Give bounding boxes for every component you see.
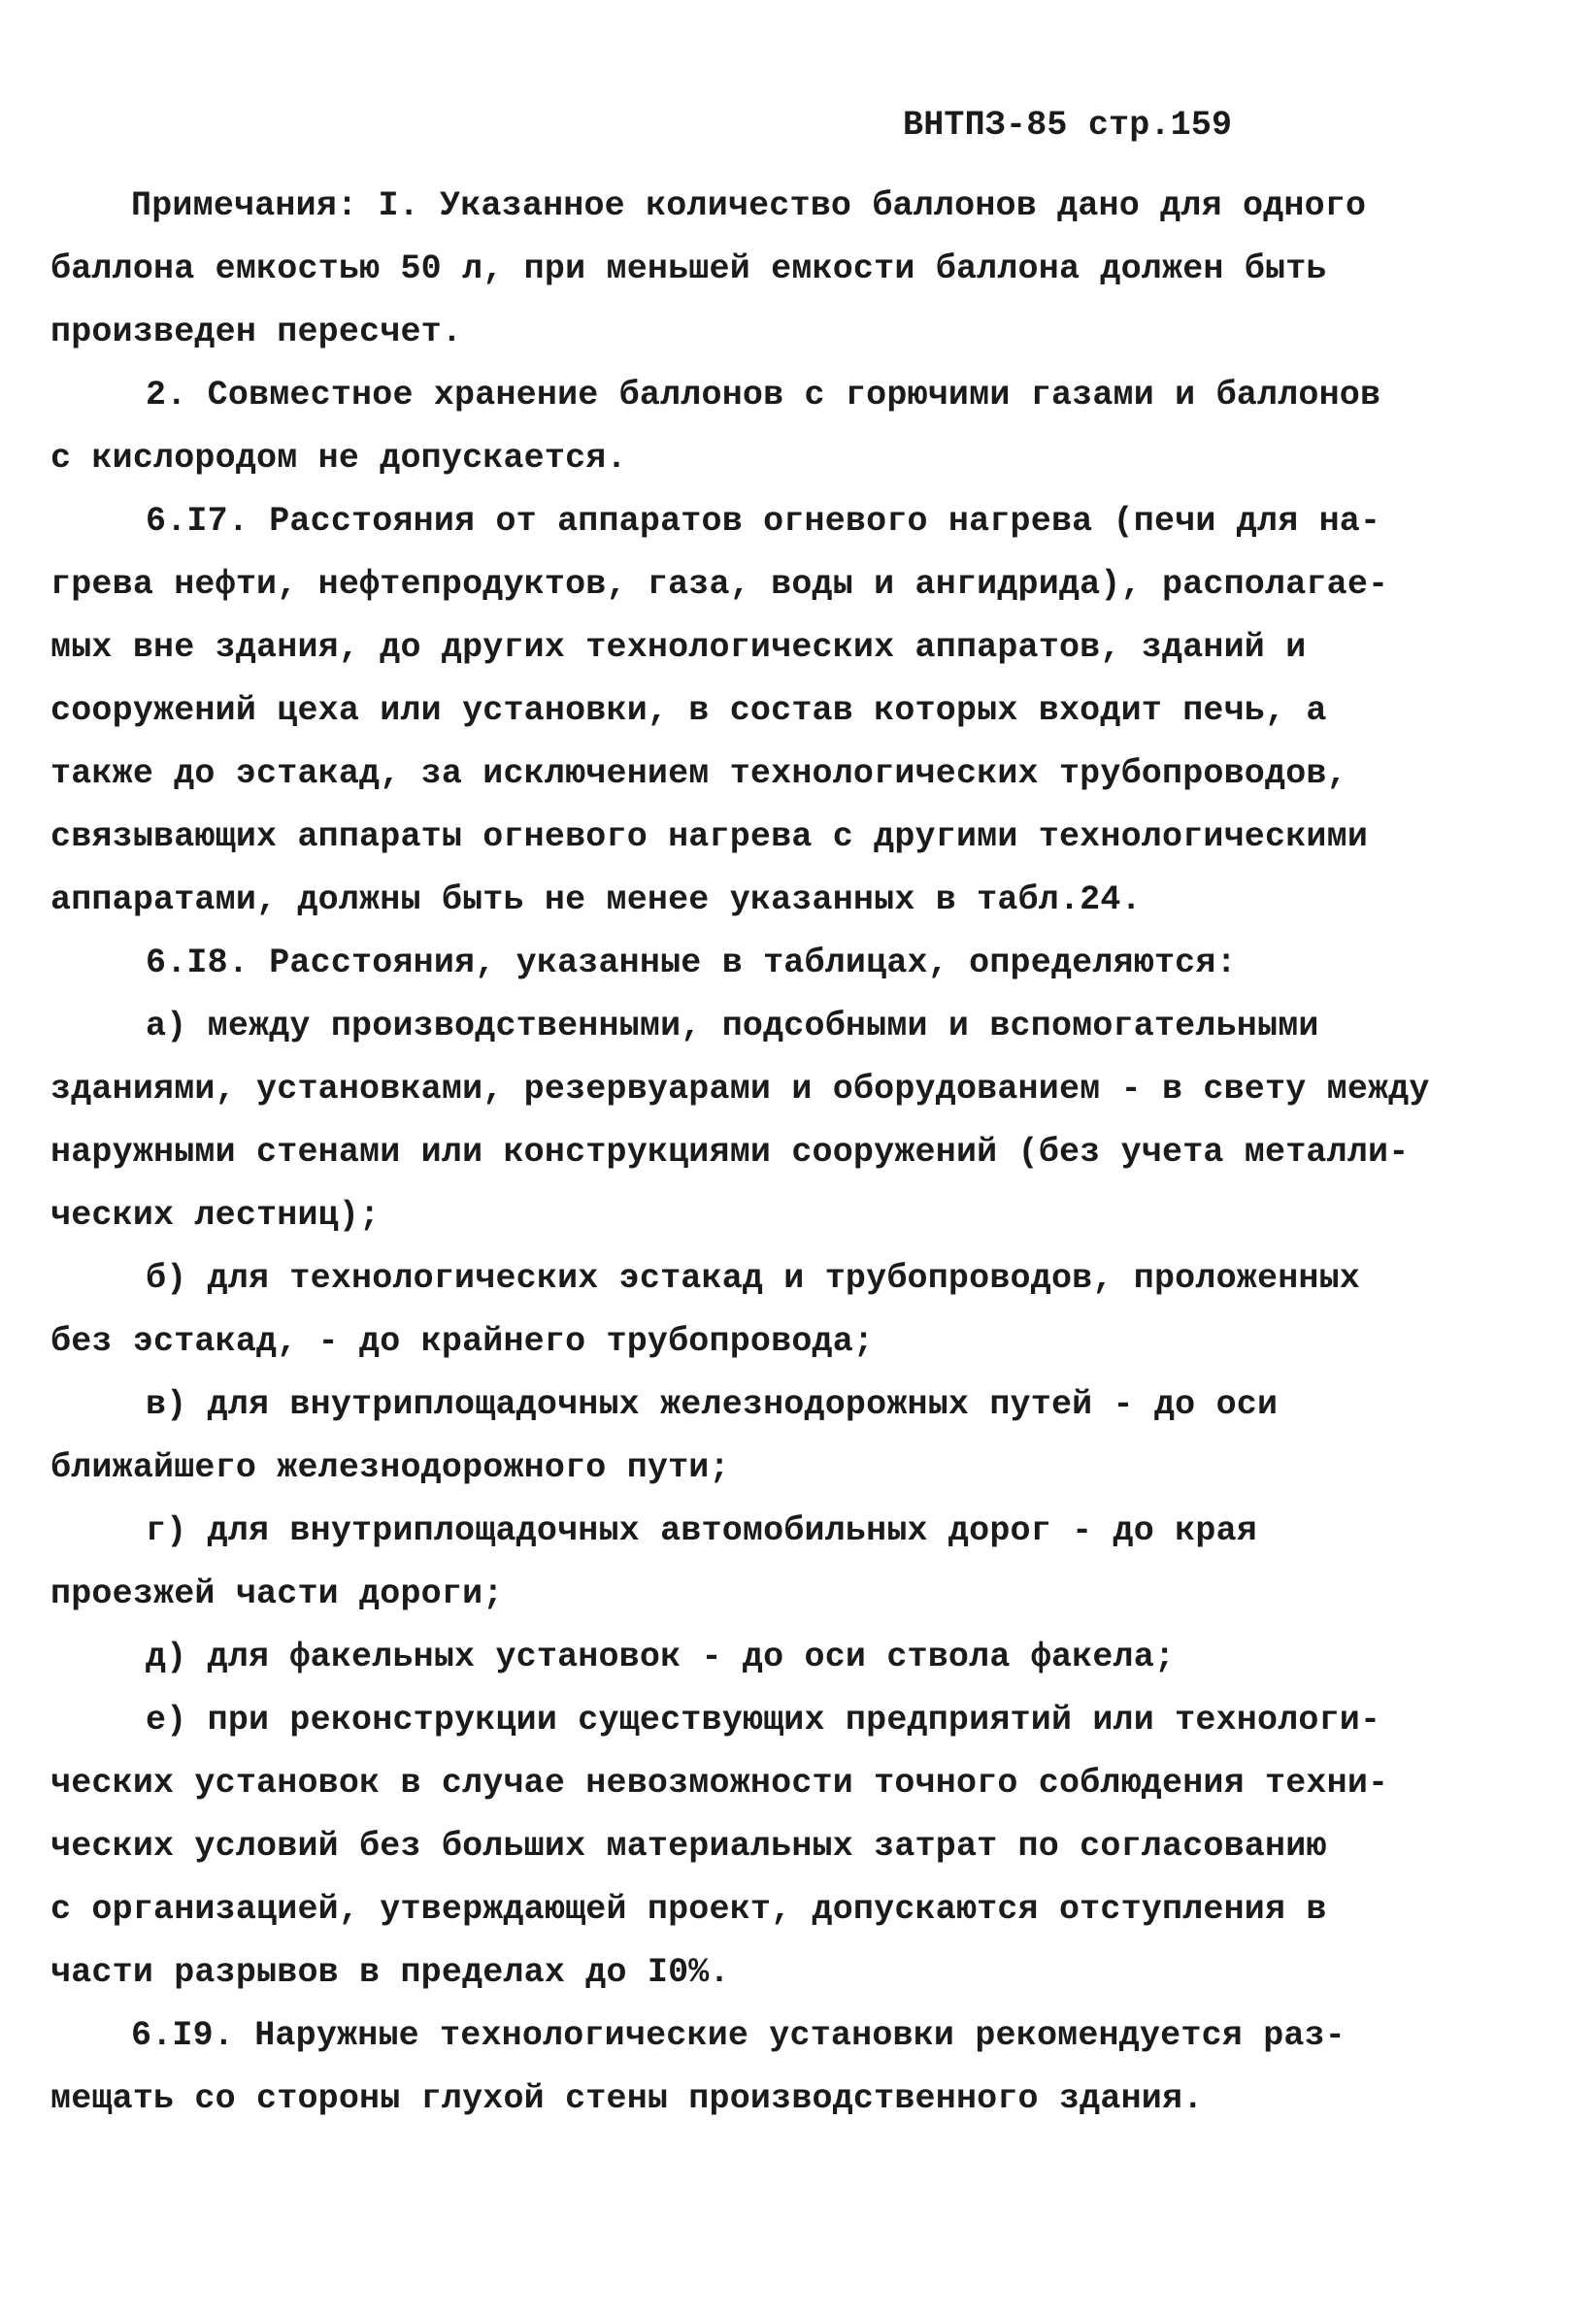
text-line: части разрывов в пределах до I0%. — [50, 1953, 730, 1992]
text-line: Примечания: I. Указанное количество баллонов дано для одного — [131, 186, 1367, 225]
text-line: произведен пересчет. — [50, 313, 463, 351]
text-line: ческих лестниц); — [50, 1196, 381, 1235]
text-line: баллона емкостью 50 л, при меньшей емкости баллона должен быть — [50, 249, 1327, 288]
text-line: связывающих аппараты огневого нагрева с другими технологическими — [50, 817, 1369, 856]
text-line: наружными стенами или конструкциями сооружений (без учета металли- — [50, 1133, 1410, 1172]
text-line: в) для внутриплощадочных железнодорожных путей - до оси — [146, 1385, 1279, 1424]
text-line: мых вне здания, до других технологических аппаратов, зданий и — [50, 628, 1307, 667]
text-line: без эстакад, - до крайнего трубопровода; — [50, 1322, 875, 1361]
text-line: 6.I7. Расстояния от аппаратов огневого нагрева (печи для на- — [146, 502, 1381, 541]
text-line: зданиями, установками, резервуарами и оборудованием - в свету между — [50, 1070, 1430, 1109]
text-line: аппаратами, должны быть не менее указанных в табл.24. — [50, 880, 1142, 919]
text-line: а) между производственными, подсобными и вспомогательными — [146, 1007, 1319, 1045]
text-line: б) для технологических эстакад и трубопроводов, проложенных — [146, 1259, 1361, 1298]
text-line: ближайшего железнодорожного пути; — [50, 1448, 730, 1487]
text-line: с кислородом не допускается. — [50, 439, 627, 478]
text-line: проезжей части дороги; — [50, 1574, 504, 1613]
text-line: мещать со стороны глухой стены производственного здания. — [50, 2079, 1204, 2118]
text-line: 6.I9. Наружные технологические установки рекомендуется раз- — [131, 2016, 1347, 2055]
text-line: г) для внутриплощадочных автомобильных дорог - до края — [146, 1511, 1257, 1550]
text-line: грева нефти, нефтепродуктов, газа, воды и ангидрида), располагае- — [50, 565, 1389, 604]
text-line: также до эстакад, за исключением технологических трубопроводов, — [50, 754, 1347, 793]
text-line: е) при реконструкции существующих предприятий или технологи- — [146, 1701, 1381, 1739]
text-line: с организацией, утверждающей проект, допускаются отступления в — [50, 1890, 1327, 1929]
text-line: 6.I8. Расстояния, указанные в таблицах, определяются: — [146, 944, 1237, 982]
text-line: сооружений цеха или установки, в состав которых входит печь, а — [50, 691, 1327, 730]
text-line: ческих установок в случае невозможности точного соблюдения техни- — [50, 1764, 1389, 1803]
page-header: ВНТПЗ-85 стр.159 — [903, 106, 1233, 145]
text-line: 2. Совместное хранение баллонов с горючими газами и баллонов — [146, 376, 1381, 414]
text-line: ческих условий без больших материальных затрат по согласованию — [50, 1827, 1327, 1866]
text-line: д) для факельных установок - до оси ствола факела; — [146, 1638, 1176, 1676]
